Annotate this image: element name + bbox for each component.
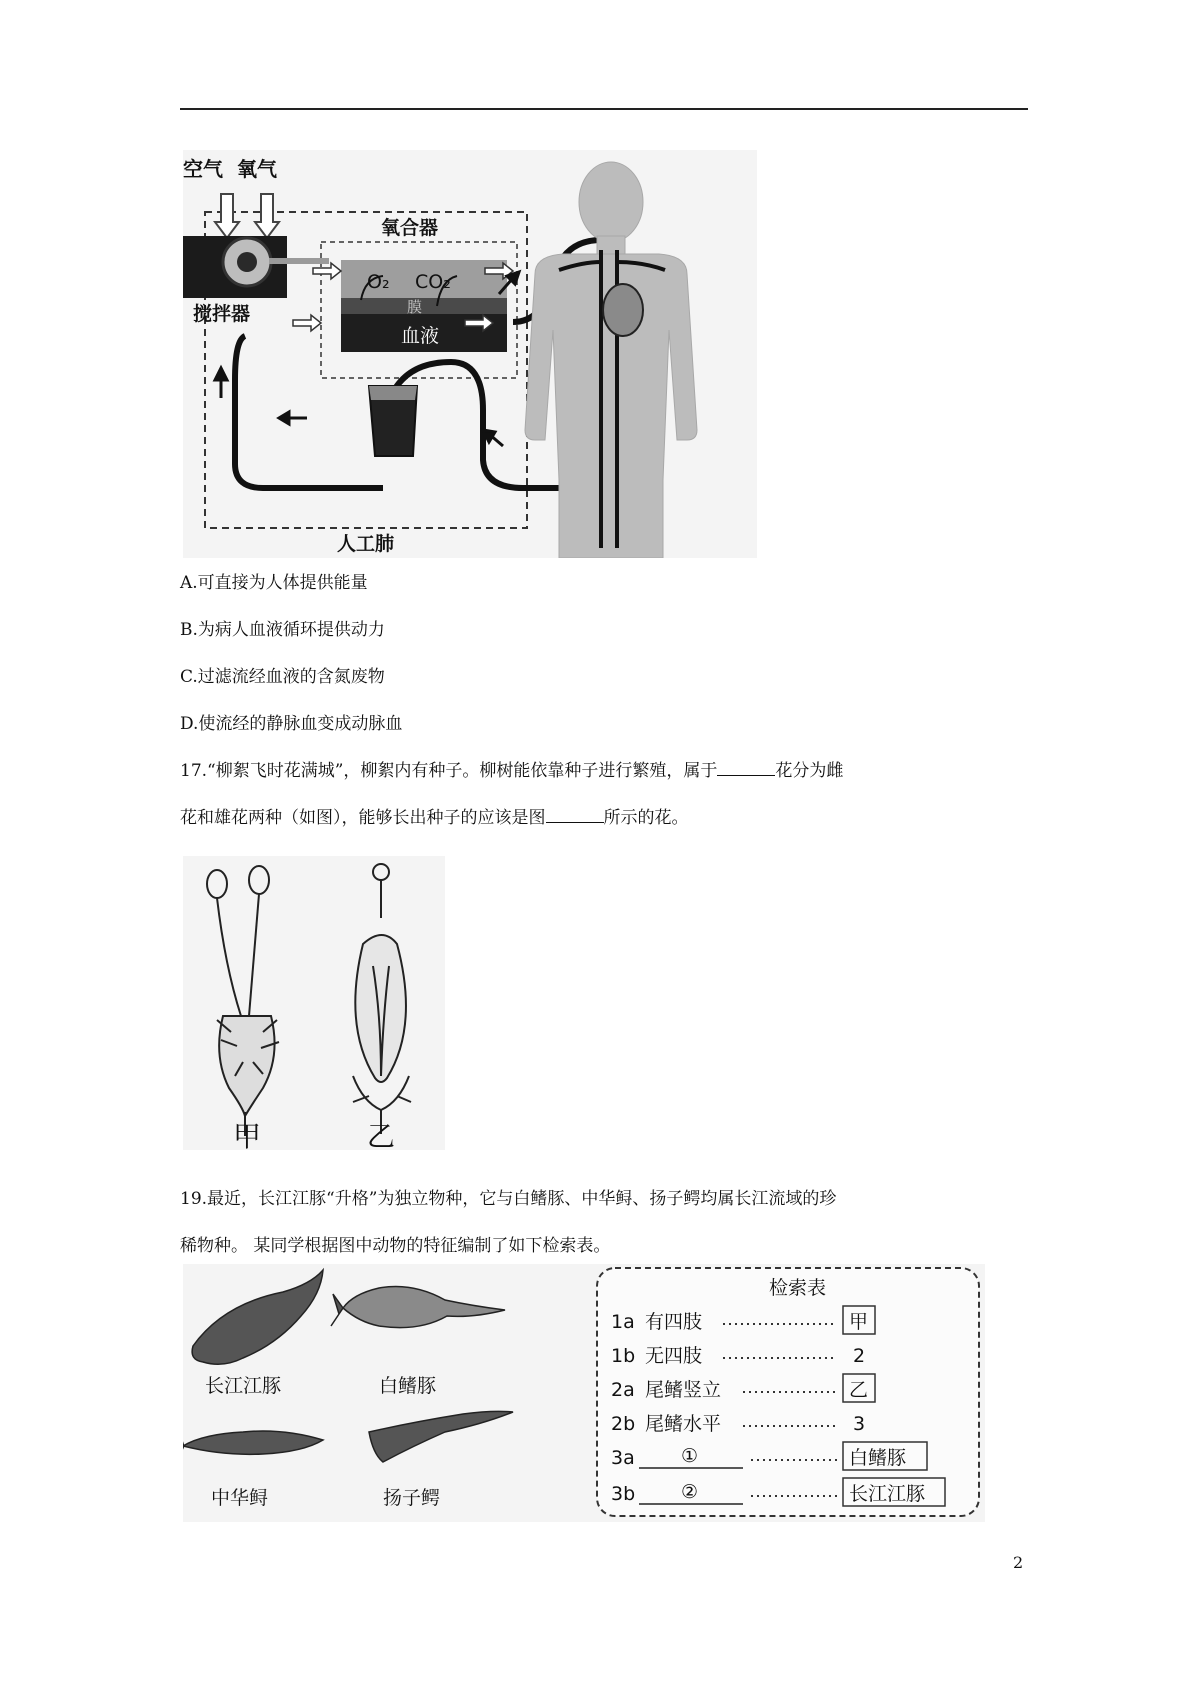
key-text: 尾鳍水平: [645, 1413, 722, 1435]
option-b: B.为病人血液循环提供动力: [180, 620, 385, 640]
animal-label-4: 扬子鳄: [383, 1487, 441, 1509]
animals-key-figure: [183, 1264, 985, 1522]
key-text: 尾鳍竖立: [645, 1379, 722, 1401]
animal-label-2: 白鳍豚: [379, 1375, 437, 1397]
key-code: 2b: [611, 1413, 636, 1435]
key-code: 3b: [611, 1483, 636, 1505]
answer-blank-2[interactable]: [546, 806, 604, 823]
flower-label-right: 乙: [367, 1120, 396, 1150]
mixer-label: 搅拌器: [193, 303, 251, 325]
animal-label-1: 长江江豚: [205, 1375, 282, 1397]
oxygen-label: 氧气: [237, 157, 277, 181]
option-c: C.过滤流经血液的含氮废物: [180, 667, 385, 687]
page-number: 2: [1013, 1553, 1024, 1572]
animal-label-3: 中华鲟: [211, 1487, 269, 1509]
key-title: 检索表: [769, 1277, 827, 1299]
membrane-label: 膜: [407, 298, 423, 316]
co2-label: CO₂: [415, 271, 451, 293]
air-label: 空气: [183, 157, 223, 181]
key-text: ②: [681, 1481, 699, 1503]
blood-label: 血液: [401, 325, 440, 347]
key-answer: 长江江豚: [849, 1483, 926, 1505]
header-rule: [180, 108, 1028, 110]
key-text: 无四肢: [645, 1345, 703, 1367]
willow-flowers-figure: [183, 856, 445, 1150]
artificial-lung-figure: [183, 150, 757, 558]
q19-line-1: 19.最近，长江江豚“升格”为独立物种，它与白鳍豚、中华鲟、扬子鳄均属长江流域的珍: [180, 1189, 837, 1209]
key-code: 1a: [611, 1311, 635, 1333]
key-answer: 白鳍豚: [849, 1447, 907, 1469]
answer-blank-1[interactable]: [717, 759, 775, 776]
key-text: 有四肢: [645, 1311, 703, 1333]
artificial-lung-label: 人工肺: [337, 533, 395, 555]
oxygenator-label: 氧合器: [381, 217, 439, 239]
key-code: 2a: [611, 1379, 635, 1401]
key-code: 3a: [611, 1447, 635, 1469]
q17-text-1a: 17.“柳絮飞时花满城”，柳絮内有种子。柳树能依靠种子进行繁殖，属于: [180, 761, 718, 781]
question-17: [180, 748, 1030, 842]
option-d: D.使流经的静脉血变成动脉血: [180, 714, 403, 734]
key-answer: 甲: [849, 1311, 869, 1333]
key-answer: 2: [853, 1345, 866, 1367]
key-answer: 乙: [849, 1379, 869, 1401]
o2-label: O₂: [367, 271, 390, 293]
q17-text-2a: 花和雄花两种（如图），能够长出种子的应该是图: [180, 808, 546, 828]
key-code: 1b: [611, 1345, 636, 1367]
key-text: ①: [681, 1445, 699, 1467]
question-19: [180, 1176, 1030, 1270]
flower-label-left: 甲: [233, 1120, 262, 1150]
q17-text-2b: 所示的花。: [603, 808, 689, 828]
key-answer: 3: [853, 1413, 866, 1435]
q17-text-1b: 花分为雌: [775, 761, 844, 781]
q19-line-2: 稀物种。 某同学根据图中动物的特征编制了如下检索表。: [180, 1236, 611, 1256]
option-a: A.可直接为人体提供能量: [180, 573, 368, 593]
